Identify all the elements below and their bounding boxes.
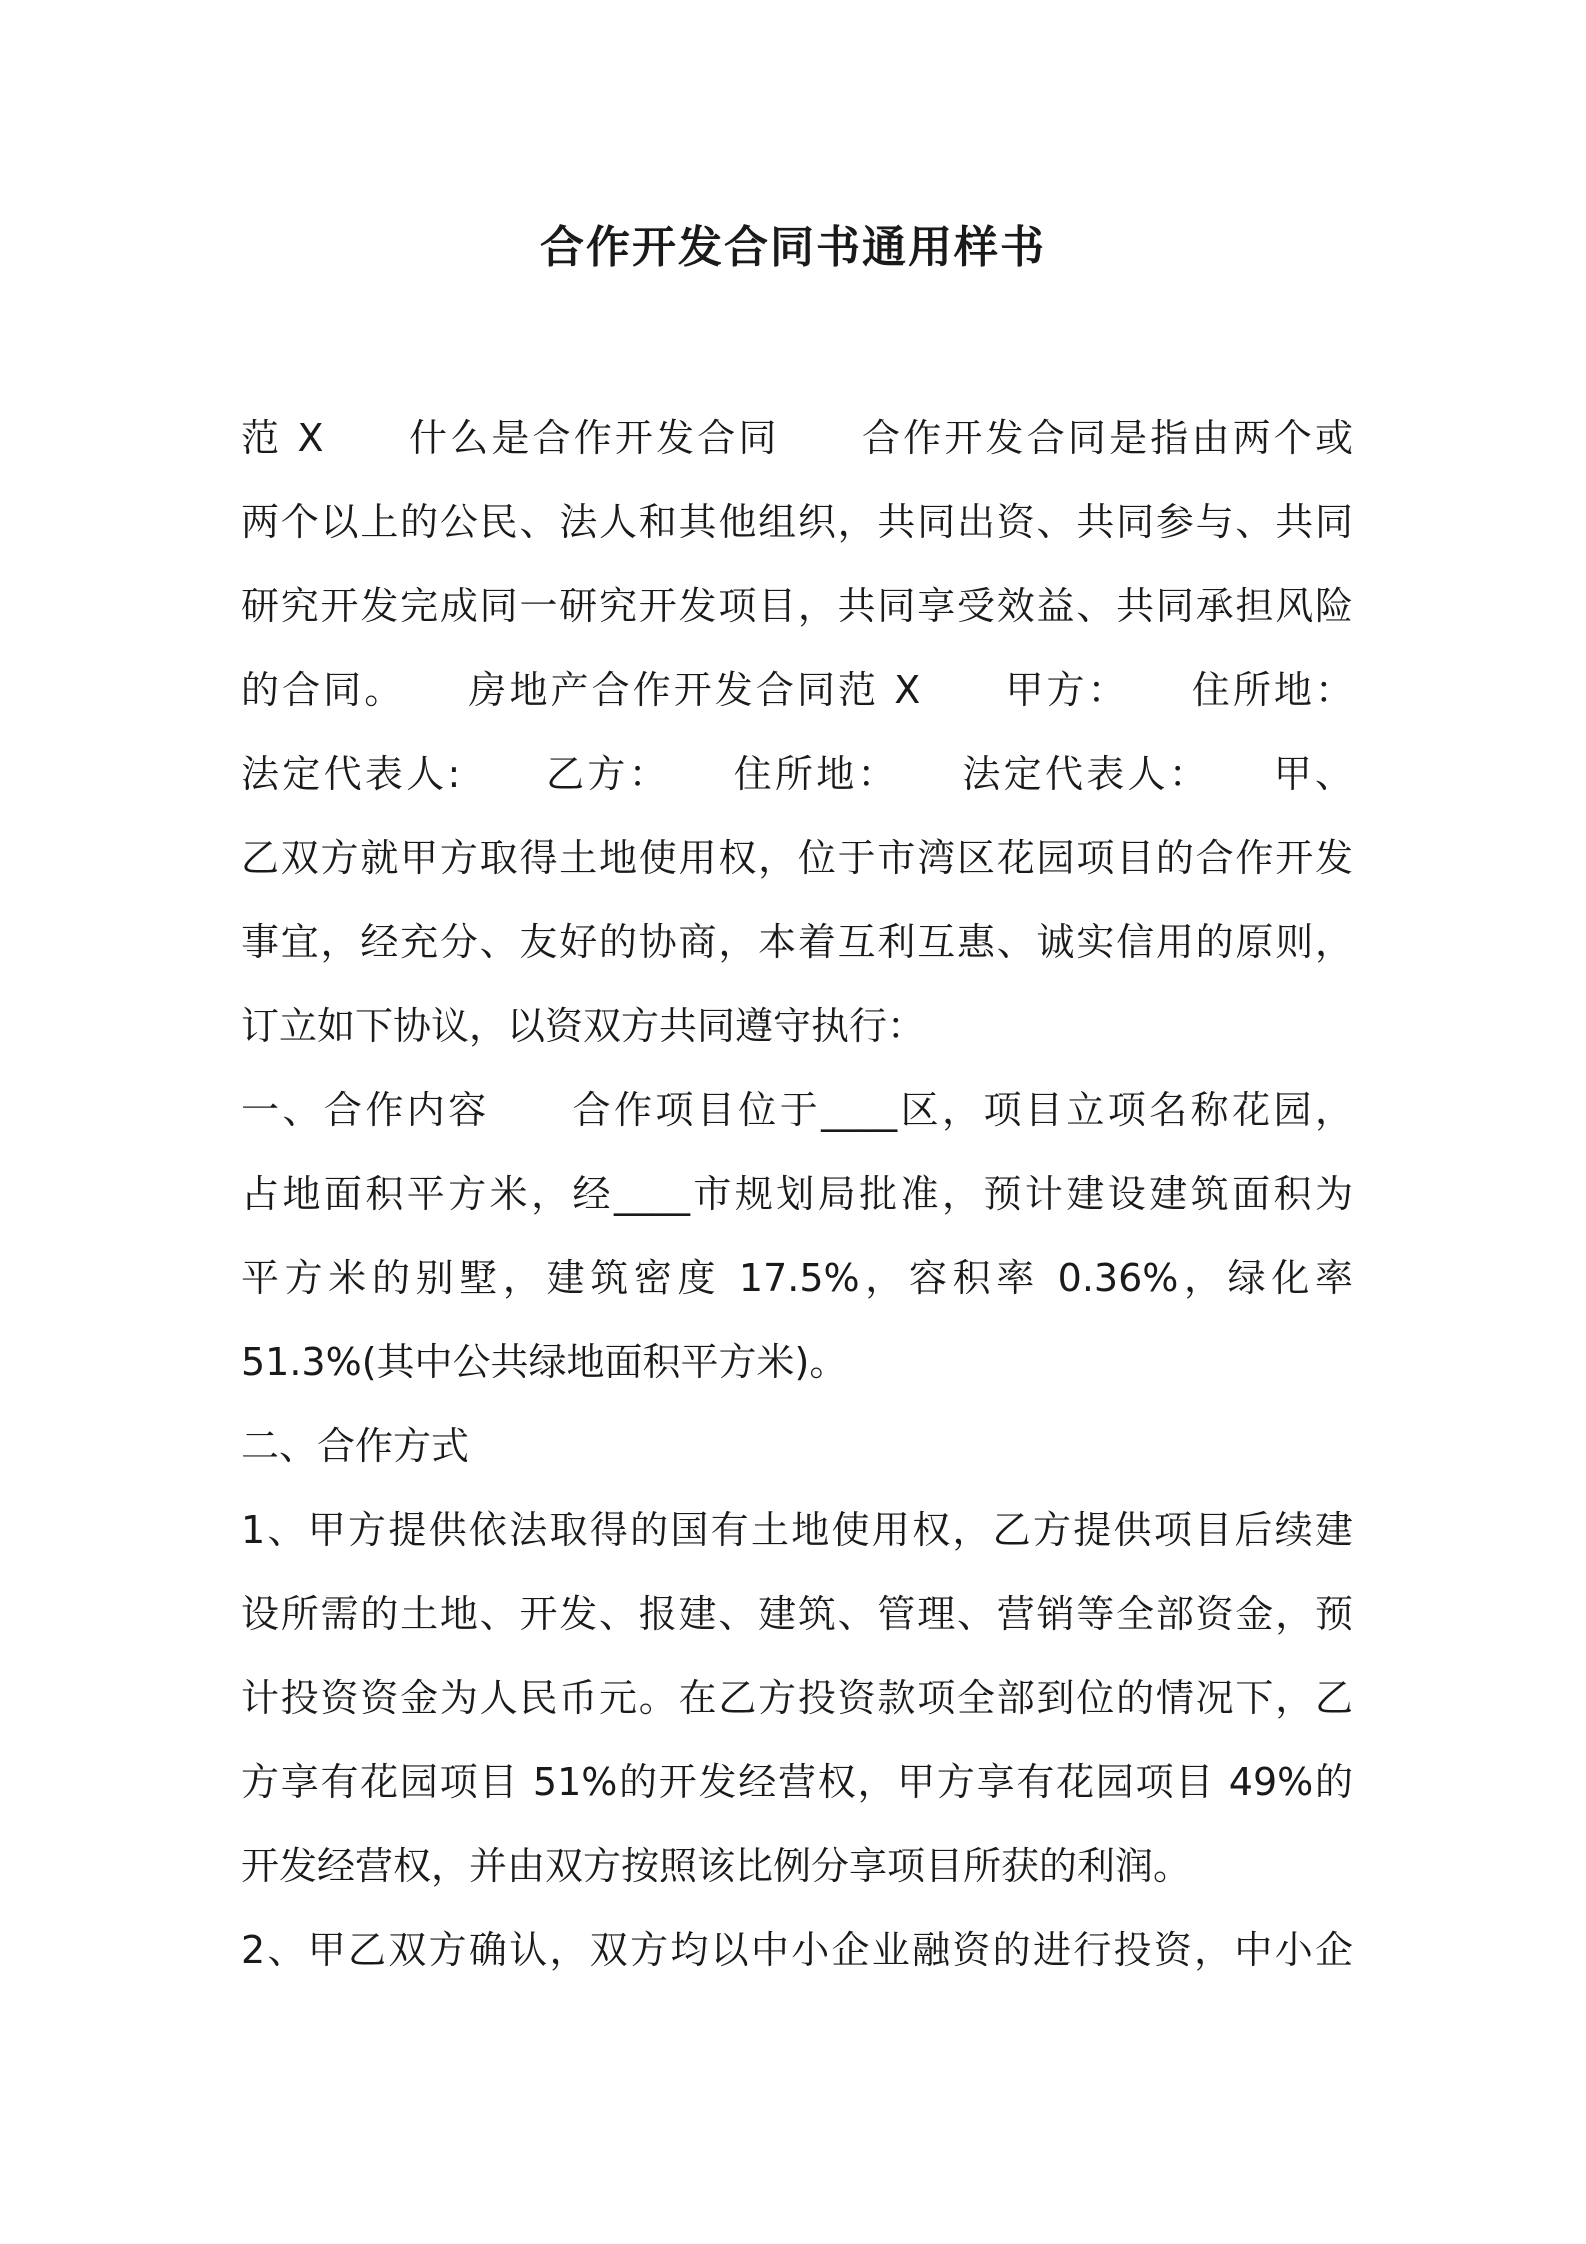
body-line: 占地面积平方米，经____市规划局批准，预计建设建筑面积为 — [241, 1172, 1353, 1216]
body-line: 计投资资金为人民币元。在乙方投资款项全部到位的情况下，乙 — [241, 1676, 1353, 1720]
body-line: 法定代表人: 乙方： 住所地： 法定代表人： 甲、 — [241, 752, 1353, 796]
body-line: 设所需的土地、开发、报建、建筑、管理、营销等全部资金，预 — [241, 1592, 1353, 1636]
body-line: 方享有花园项目 51%的开发经营权，甲方享有花园项目 49%的 — [241, 1760, 1353, 1804]
body-line: 乙双方就甲方取得土地使用权，位于市湾区花园项目的合作开发 — [241, 836, 1353, 880]
body-line: 平方米的别墅，建筑密度 17.5%，容积率 0.36%，绿化率 — [241, 1256, 1353, 1300]
body-line: 51.3%(其中公共绿地面积平方米)。 — [241, 1340, 848, 1384]
body-line: 的合同。 房地产合作开发合同范 X 甲方： 住所地： — [241, 668, 1353, 712]
body-line: 1、甲方提供依法取得的国有土地使用权，乙方提供项目后续建 — [241, 1508, 1353, 1552]
body-line: 订立如下协议，以资双方共同遵守执行： — [241, 1004, 926, 1048]
body-line: 事宜，经充分、友好的协商，本着互利互惠、诚实信用的原则， — [241, 920, 1353, 964]
body-line: 研究开发完成同一研究开发项目，共同享受效益、共同承担风险 — [241, 584, 1353, 628]
body-line: 2、甲乙双方确认，双方均以中小企业融资的进行投资，中小企 — [241, 1928, 1353, 1972]
body-line: 开发经营权，并由双方按照该比例分享项目所获的利润。 — [241, 1844, 1192, 1888]
body-line: 两个以上的公民、法人和其他组织，共同出资、共同参与、共同 — [241, 500, 1353, 544]
body-line: 范 X 什么是合作开发合同 合作开发合同是指由两个或 — [241, 416, 1353, 460]
section-heading-line: 一、合作内容 合作项目位于____区，项目立项名称花园， — [241, 1088, 1353, 1132]
document-title: 合作开发合同书通用样书 — [540, 222, 1046, 273]
section-heading: 二、合作方式 — [241, 1424, 470, 1468]
